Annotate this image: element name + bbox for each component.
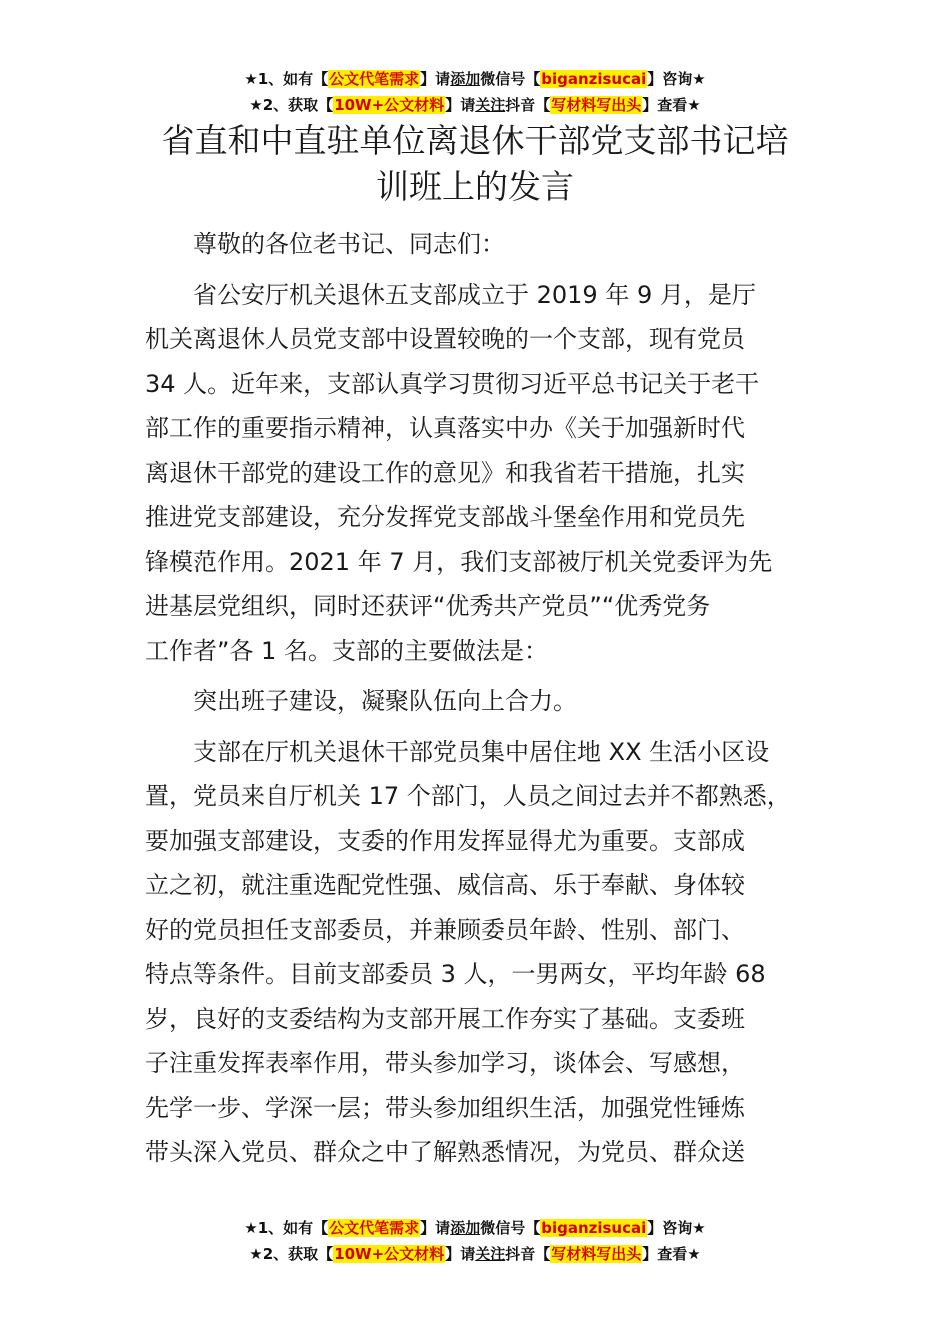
body-line: 立之初，就注重选配党性强、威信高、乐于奉献、身体较 [145,871,745,899]
highlight-materials: 10W+公文材料 [334,1245,445,1263]
banner-line-1: ★1、如有【公文代笔需求】请添加微信号【biganzisucai】咨询★ [244,1219,706,1237]
document-body [145,222,835,1175]
body-line: 部工作的重要指示精神，认真落实中办《关于加强新时代 [145,414,745,442]
highlight-wechat-id: biganzisucai [541,70,647,88]
body-line: 要加强支部建设，支委的作用发挥显得尤为重要。支部成 [145,826,745,855]
body-line: 岁，良好的支委结构为支部开展工作夯实了基础。支委班 [145,1004,745,1033]
highlight-wechat-id: biganzisucai [541,1219,647,1237]
body-line: 支部在厅机关退休干部党员集中居住地 XX 生活小区设 [145,737,770,766]
body-line: 34 人。近年来，支部认真学习贯彻习近平总书记关于老干 [145,369,760,398]
star-icon: ★ [244,1219,258,1237]
body-line: 子注重发挥表率作用，带头参加学习，谈体会、写感想， [145,1049,745,1077]
body-line: 推进党支部建设，充分发挥党支部战斗堡垒作用和党员先 [145,503,745,531]
title-line: 省直和中直驻单位离退休干部党支部书记培 [161,121,789,160]
star-icon: ★ [249,1245,263,1263]
banner-line-2: ★2、获取【10W+公文材料】请关注抖音【写材料写出头】查看★ [249,1245,701,1263]
highlight-materials: 10W+公文材料 [334,96,445,114]
highlight-service: 公文代笔需求 [329,70,420,88]
highlight-service: 公文代笔需求 [329,1219,420,1237]
star-icon: ★ [249,96,263,114]
bottom-banner [0,1215,950,1267]
star-icon: ★ [244,70,258,88]
top-banner [0,66,950,118]
banner-line-2: ★2、获取【10W+公文材料】请关注抖音【写材料写出头】查看★ [249,96,701,114]
title-line: 训班上的发言 [376,167,574,206]
section-heading: 突出班子建设，凝聚队伍向上合力。 [145,687,577,715]
body-line: 带头深入党员、群众之中了解熟悉情况，为党员、群众送 [145,1138,745,1166]
document-title [130,118,820,210]
body-line: 省公安厅机关退休五支部成立于 2019 年 9 月，是厅 [145,280,756,309]
body-line: 离退休干部党的建设工作的意见》和我省若干措施，扎实 [145,458,745,487]
highlight-douyin: 写材料写出头 [551,1245,642,1263]
highlight-douyin: 写材料写出头 [551,96,642,114]
body-line: 好的党员担任支部委员，并兼顾委员年龄、性别、部门、 [145,915,745,944]
banner-line-1: ★1、如有【公文代笔需求】请添加微信号【biganzisucai】咨询★ [244,70,706,88]
body-line: 特点等条件。目前支部委员 3 人，一男两女，平均年龄 68 [145,960,766,988]
body-line: 锋模范作用。2021 年 7 月，我们支部被厅机关党委评为先 [145,547,773,576]
salutation: 尊敬的各位老书记、同志们： [145,230,505,258]
body-line: 工作者”各 1 名。支部的主要做法是： [145,636,548,665]
body-line: 进基层党组织，同时还获评“优秀共产党员”“优秀党务 [145,592,711,620]
body-line: 先学一步、学深一层；带头参加组织生活，加强党性锤炼 [145,1093,745,1122]
body-line: 置，党员来自厅机关 17 个部门，人员之间过去并不都熟悉， [145,782,791,810]
body-line: 机关离退休人员党支部中设置较晚的一个支部，现有党员 [145,325,745,353]
